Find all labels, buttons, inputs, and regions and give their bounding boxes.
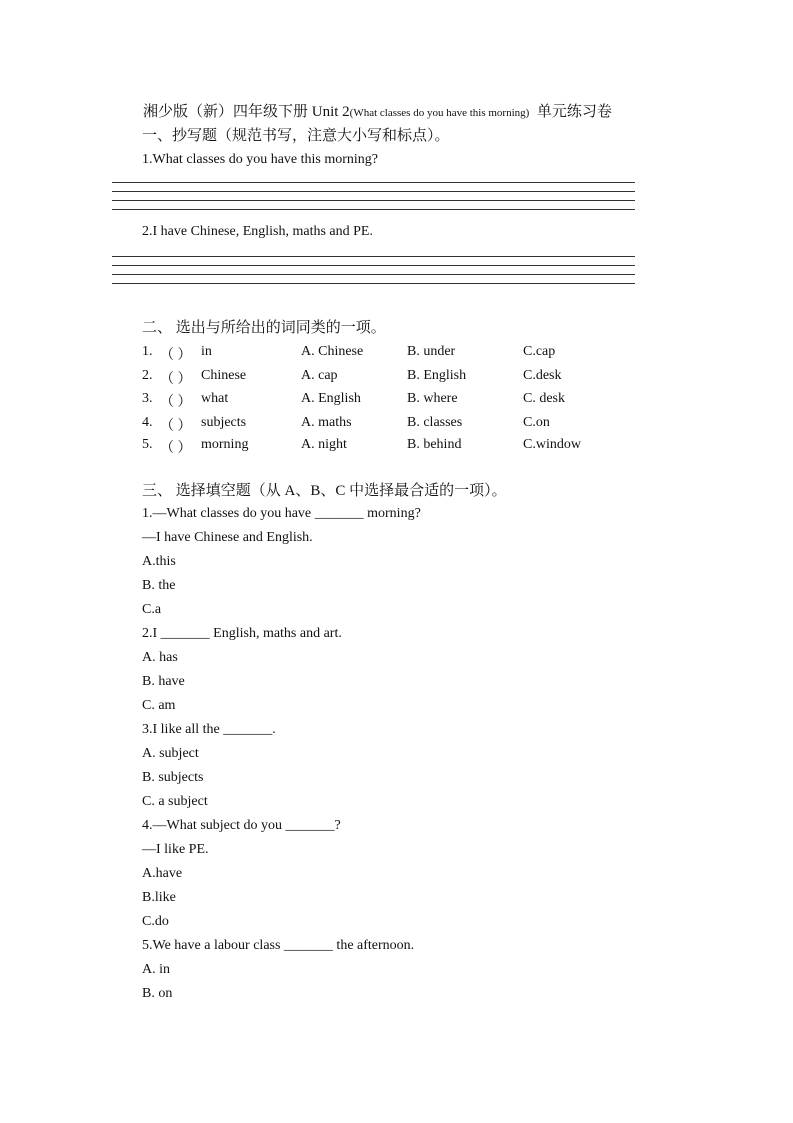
choice-row bbox=[142, 368, 642, 388]
answer-blank[interactable]: （ ） bbox=[160, 441, 192, 456]
option-c: C.desk bbox=[523, 368, 562, 383]
worksheet-title bbox=[143, 100, 612, 121]
option-line: A. subject bbox=[142, 746, 199, 761]
question-number: 4. bbox=[142, 415, 153, 430]
title-main: 湘少版（新）四年级下册 Unit 2 bbox=[143, 104, 350, 120]
question-number: 3. bbox=[142, 391, 153, 406]
option-c: C.on bbox=[523, 415, 550, 430]
option-line: A.have bbox=[142, 866, 183, 881]
choice-row bbox=[142, 344, 642, 364]
question-line: 5.We have a labour class _______ the afternoon. bbox=[142, 938, 415, 953]
given-word: in bbox=[201, 344, 212, 359]
option-b: B. under bbox=[407, 344, 456, 359]
writing-lines-2[interactable] bbox=[112, 256, 635, 286]
given-word: Chinese bbox=[201, 368, 247, 383]
title-tail: 单元练习卷 bbox=[536, 104, 612, 120]
title-unit-name: (What classes do you have this morning) bbox=[349, 107, 530, 119]
question-number: 5. bbox=[142, 437, 153, 452]
option-line: C.a bbox=[142, 602, 162, 617]
answer-blank[interactable]: （ ） bbox=[160, 395, 192, 410]
question-line: 1.—What classes do you have _______ morning? bbox=[142, 506, 421, 521]
question-number: 1. bbox=[142, 344, 153, 359]
answer-blank[interactable]: （ ） bbox=[160, 372, 192, 387]
section3-heading: 三、 选择填空题（从 A、B、C 中选择最合适的一项）。 bbox=[142, 483, 507, 499]
question-line: —I like PE. bbox=[142, 842, 209, 857]
section1-heading: 一、抄写题（规范书写，注意大小写和标点）。 bbox=[142, 128, 450, 144]
option-line: C. a subject bbox=[142, 794, 208, 809]
option-line: A. has bbox=[142, 650, 178, 665]
choice-row bbox=[142, 437, 642, 457]
writing-line bbox=[112, 274, 635, 275]
option-line: A.this bbox=[142, 554, 176, 569]
option-line: B.like bbox=[142, 890, 176, 905]
writing-line bbox=[112, 209, 635, 210]
given-word: subjects bbox=[201, 415, 247, 430]
writing-line bbox=[112, 200, 635, 201]
writing-line bbox=[112, 283, 635, 284]
choice-row bbox=[142, 391, 642, 411]
option-b: B. classes bbox=[407, 415, 463, 430]
writing-line bbox=[112, 191, 635, 192]
option-line: B. the bbox=[142, 578, 176, 593]
option-line: C.do bbox=[142, 914, 169, 929]
answer-blank[interactable]: （ ） bbox=[160, 348, 192, 363]
writing-line bbox=[112, 256, 635, 257]
question-line: 3.I like all the _______. bbox=[142, 722, 276, 737]
option-c: C. desk bbox=[523, 391, 565, 406]
option-a: A. Chinese bbox=[301, 344, 364, 359]
question-line: 2.I _______ English, maths and art. bbox=[142, 626, 342, 641]
copy-item-2: 2.I have Chinese, English, maths and PE. bbox=[142, 224, 373, 239]
question-line: —I have Chinese and English. bbox=[142, 530, 313, 545]
question-number: 2. bbox=[142, 368, 153, 383]
option-a: A. cap bbox=[301, 368, 338, 383]
section2-heading: 二、 选出与所给出的词同类的一项。 bbox=[142, 320, 386, 336]
given-word: what bbox=[201, 391, 229, 406]
writing-line bbox=[112, 182, 635, 183]
writing-lines-1[interactable] bbox=[112, 182, 635, 212]
option-line: C. am bbox=[142, 698, 176, 713]
copy-item-1: 1.What classes do you have this morning? bbox=[142, 152, 379, 167]
option-c: C.cap bbox=[523, 344, 556, 359]
option-b: B. behind bbox=[407, 437, 462, 452]
choice-row bbox=[142, 415, 642, 435]
option-line: B. have bbox=[142, 674, 185, 689]
writing-line bbox=[112, 265, 635, 266]
answer-blank[interactable]: （ ） bbox=[160, 419, 192, 434]
option-b: B. English bbox=[407, 368, 467, 383]
option-a: A. English bbox=[301, 391, 361, 406]
option-c: C.window bbox=[523, 437, 581, 452]
option-b: B. where bbox=[407, 391, 458, 406]
option-line: B. on bbox=[142, 986, 173, 1001]
option-a: A. night bbox=[301, 437, 347, 452]
given-word: morning bbox=[201, 437, 249, 452]
question-line: 4.—What subject do you _______? bbox=[142, 818, 341, 833]
option-a: A. maths bbox=[301, 415, 352, 430]
option-line: A. in bbox=[142, 962, 170, 977]
option-line: B. subjects bbox=[142, 770, 204, 785]
